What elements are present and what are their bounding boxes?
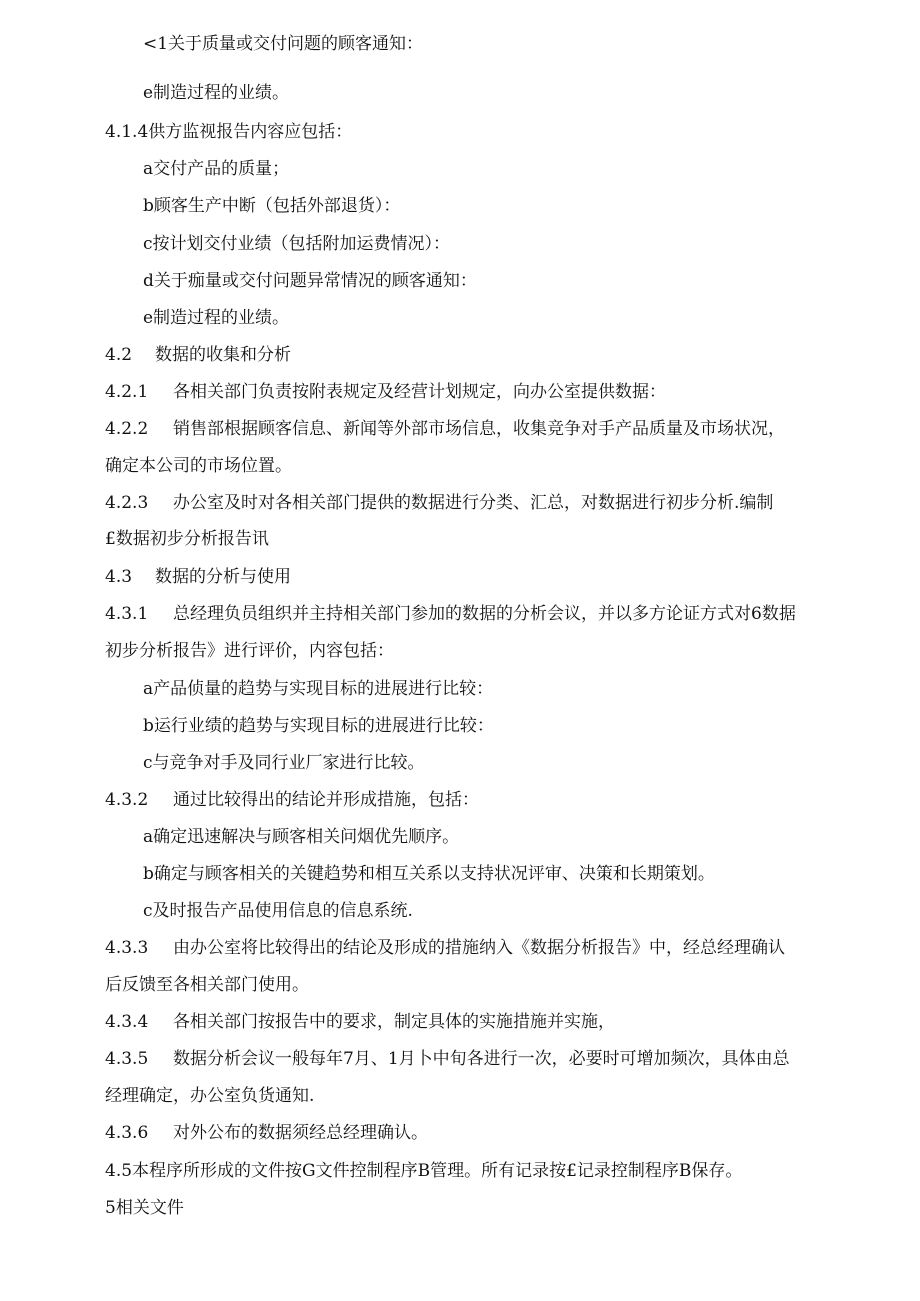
clause-text: 数据分析会议一般每年7月、1月卜中旬各进行一次，必要时可增加频次，具体由总	[173, 1049, 790, 1069]
clause-number: 4.3.2	[105, 790, 149, 810]
clause	[105, 381, 666, 403]
clause-number: 4.3.6	[105, 1123, 149, 1143]
clause-text: 通过比较得出的结论并形成措施，包括：	[173, 790, 479, 810]
clause	[105, 789, 479, 811]
clause-continuation: 初步分析报告》进行评价，内容包括：	[105, 641, 394, 661]
section-number: 4.2	[105, 345, 133, 365]
list-item: <1关于质量或交付问题的顾客通知：	[143, 34, 424, 54]
section-heading	[105, 344, 291, 366]
clause-continuation: £数据初步分析报告讯	[105, 529, 269, 549]
clause-heading: 4.1.4供方监视报告内容应包括：	[105, 122, 353, 142]
list-item: e制造过程的业绩。	[143, 308, 290, 328]
clause	[105, 418, 785, 440]
list-item: c及时报告产品使用信息的信息系统.	[143, 901, 413, 921]
clause-number: 4.2.1	[105, 382, 149, 402]
list-item: d关于痂量或交付问题异常情况的顾客通知：	[143, 271, 477, 291]
clause-continuation: 后反馈至各相关部门使用。	[105, 975, 309, 995]
clause-text: 办公室及时对各相关部门提供的数据进行分类、汇总，对数据进行初步分析.编制	[173, 493, 774, 513]
list-item: e制造过程的业绩。	[143, 83, 290, 103]
clause-heading: 4.5本程序所形成的文件按G文件控制程序B管理。所有记录按£记录控制程序B保存。	[105, 1161, 743, 1181]
section-heading: 5相关文件	[105, 1198, 184, 1218]
clause	[105, 1048, 790, 1070]
clause-number: 4.2.3	[105, 493, 149, 513]
list-item: a交付产品的质量；	[143, 159, 290, 179]
list-item: a确定迅速解决与顾客相关问烟优先顺序。	[143, 827, 460, 847]
section-number: 4.3	[105, 567, 133, 587]
section-title: 数据的收集和分析	[155, 345, 291, 365]
clause-text: 由办公室将比较得出的结论及形成的措施纳入《数据分析报告》中，经总经理确认	[173, 938, 785, 958]
clause-continuation: 经理确定，办公室负货通知.	[105, 1086, 315, 1106]
list-item: b运行业绩的趋势与实现目标的进展进行比较：	[143, 716, 494, 736]
clause-number: 4.3.1	[105, 604, 149, 624]
list-item: c按计划交付业绩（包括附加运费情况）：	[143, 234, 451, 254]
clause-text: 各相关部门负责按附表规定及经营计划规定，向办公室提供数据：	[173, 382, 666, 402]
clause	[105, 492, 773, 514]
clause-number: 4.2.2	[105, 419, 149, 439]
clause-number: 4.3.3	[105, 938, 149, 958]
clause-text: 对外公布的数据须经总经理确认。	[173, 1123, 428, 1143]
clause-text: 销售部根据顾客信息、新闻等外部市场信息，收集竞争对手产品质量及市场状况，	[173, 419, 785, 439]
section-heading	[105, 566, 291, 588]
list-item: a产品侦量的趋势与实现目标的进展进行比较：	[143, 679, 494, 699]
clause-text: 各相关部门按报告中的要求，制定具体的实施措施并实施，	[173, 1012, 615, 1032]
clause	[105, 603, 796, 625]
list-item: b确定与顾客相关的关键趋势和相互关系以支持状况评审、决策和长期策划。	[143, 864, 715, 884]
clause-text: 总经理负员组织并主持相关部门参加的数据的分析会议，并以多方论证方式对6数据	[173, 604, 796, 624]
clause	[105, 937, 785, 959]
clause-continuation: 确定本公司的市场位置。	[105, 456, 292, 476]
list-item: b顾客生产中断（包括外部退货）：	[143, 196, 401, 216]
list-item: c与竞争对手及同行业厂家进行比较。	[143, 753, 425, 773]
clause-number: 4.3.4	[105, 1012, 149, 1032]
clause	[105, 1011, 615, 1033]
section-title: 数据的分析与使用	[155, 567, 291, 587]
clause	[105, 1122, 428, 1144]
clause-number: 4.3.5	[105, 1049, 149, 1069]
